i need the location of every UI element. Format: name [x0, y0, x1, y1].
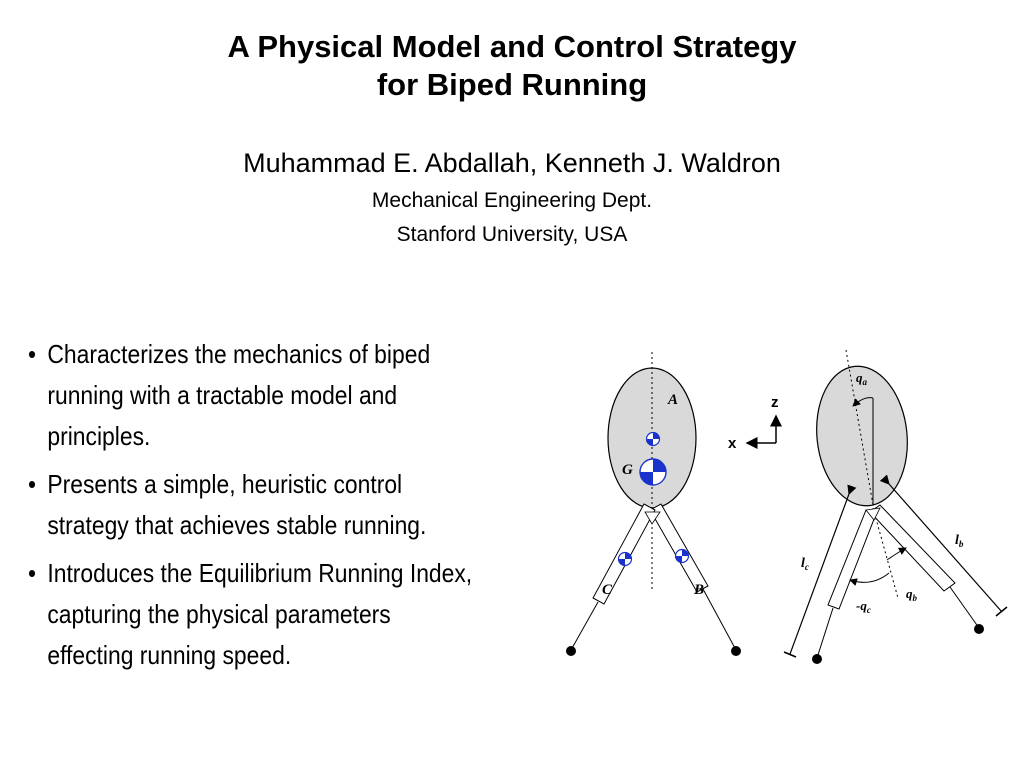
leg-c-shank [571, 602, 598, 650]
university: Stanford University, USA [396, 223, 628, 246]
leg-c-right-shank [817, 608, 833, 658]
com-marker-large-g [640, 459, 666, 485]
length-lb-tick [996, 607, 1007, 616]
bullet-line: Characterizes the mechanics of biped [47, 339, 431, 369]
bullet-dot: • [28, 558, 37, 588]
leg-c-right-thigh [828, 510, 876, 609]
leg-b-thigh [650, 504, 708, 592]
bullet-line: capturing the physical parameters [47, 599, 391, 629]
bullet-dot: • [28, 469, 37, 499]
leg-c-right [812, 510, 876, 664]
z-axis-label: z [771, 394, 779, 411]
label-b: B [694, 582, 705, 598]
angle-qc-arc [850, 573, 889, 582]
bullet-dot: • [28, 339, 37, 369]
authors: Muhammad E. Abdallah, Kenneth J. Waldron [243, 148, 781, 178]
bullet-line: running with a tractable model and [47, 380, 398, 410]
leg-b-right-thigh [870, 505, 955, 591]
bullet-line: principles. [47, 421, 151, 451]
leg-c-foot [566, 646, 576, 656]
bullet-line: Introduces the Equilibrium Running Index, [47, 558, 473, 588]
department: Mechanical Engineering Dept. [371, 189, 653, 212]
label-lb: $l_b$ [955, 533, 964, 549]
title-line-1: A Physical Model and Control Strategy [227, 29, 797, 64]
label-neg-qc: $-q_c$ [856, 598, 871, 615]
label-g: G [622, 462, 633, 478]
leg-b [650, 504, 741, 656]
bullet-line: Presents a simple, heuristic control [47, 469, 403, 499]
leg-b-shank [703, 589, 736, 650]
leg-b-right-foot [974, 624, 984, 634]
leg-b-right-shank [950, 587, 979, 628]
axes-indicator [728, 394, 779, 452]
leg-c [566, 504, 655, 656]
com-marker-small-top [647, 433, 660, 446]
com-marker-leg-c [619, 553, 632, 566]
com-marker-leg-b [676, 550, 689, 563]
bullet-line: strategy that achieves stable running. [47, 510, 427, 540]
label-qb: $q_b$ [906, 586, 917, 603]
left-biped-diagram [566, 352, 741, 656]
leg-c-right-foot [812, 654, 822, 664]
label-qa: $q_a$ [856, 370, 867, 387]
leg-b-foot [731, 646, 741, 656]
label-lc: $l_c$ [801, 556, 809, 572]
label-c: C [602, 582, 613, 598]
title-line-2: for Biped Running [376, 67, 648, 102]
right-biped-diagram [784, 350, 1007, 664]
bullet-line: effecting running speed. [47, 640, 292, 670]
label-a: A [668, 392, 679, 408]
leg-b-right [870, 505, 984, 634]
angle-qb-arc [887, 548, 906, 560]
x-axis-label: x [728, 435, 737, 452]
